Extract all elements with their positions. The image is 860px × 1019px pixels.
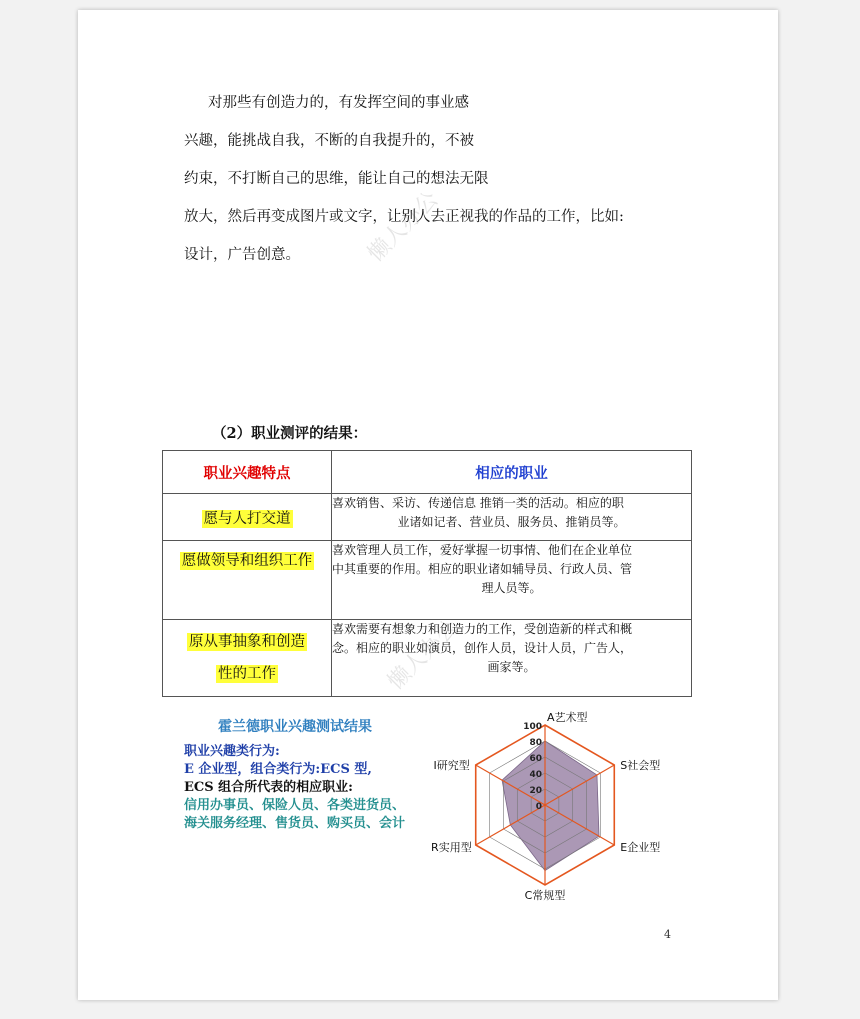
intro-line: 兴趣，能挑战自我，不断的自我提升的，不被	[184, 133, 474, 149]
section-title: （2）职业测评的结果：	[212, 425, 368, 442]
table-row	[163, 494, 692, 541]
desc-cell	[332, 494, 692, 541]
intro-line: 约束，不打断自己的思维，能让自己的想法无限	[184, 171, 489, 187]
radar-category-label: S社会型	[620, 759, 661, 772]
radar-category-label: C常规型	[524, 889, 566, 902]
radar-tick-label: 0	[535, 802, 542, 812]
trait-cell	[163, 541, 332, 620]
radar-tick-label: 40	[529, 770, 542, 780]
watermark: 懒人办公	[383, 614, 464, 695]
holland-line: 职业兴趣类行为:	[184, 744, 280, 759]
radar-category-label: R实用型	[431, 841, 472, 854]
holland-summary	[184, 743, 405, 833]
desc-line: 业诸如记者、营业员、服务员、推销员等。	[397, 515, 626, 529]
intro-paragraph	[184, 90, 744, 280]
radar-category-label: E企业型	[620, 841, 661, 854]
holland-line: E 企业型，组合类行为:ECS 型,	[184, 762, 372, 777]
trait-cell	[163, 494, 332, 541]
holland-title: 霍兰德职业兴趣测试结果	[218, 719, 372, 735]
desc-line: 喜欢管理人员工作，爱好掌握一切事情、他们在企业单位	[332, 543, 633, 557]
desc-line: 理人员等。	[481, 581, 542, 595]
table-row	[163, 620, 692, 697]
desc-cell	[332, 541, 692, 620]
trait-text: 性的工作	[218, 666, 276, 682]
radar-category-label: I研究型	[433, 759, 470, 772]
career-table	[162, 450, 692, 697]
desc-line: 画家等。	[487, 660, 536, 674]
radar-tick-label: 60	[529, 754, 542, 764]
intro-line: 放大，然后再变成图片或文字，让别人去正视我的作品的工作，比如:	[184, 209, 624, 225]
trait-text: 愿与人打交道	[203, 510, 291, 527]
intro-line: 设计，广告创意。	[184, 247, 300, 263]
page-number: 4	[664, 928, 671, 941]
radar-category-label: A艺术型	[547, 711, 588, 724]
desc-line: 喜欢需要有想象力和创造力的工作，受创造新的样式和概	[332, 622, 633, 636]
table-header-trait: 职业兴趣特点	[163, 451, 332, 494]
holland-line: 海关服务经理、售货员、购买员、会计	[184, 816, 406, 831]
watermark: 懒人办公	[363, 186, 444, 267]
radar-tick-label: 100	[523, 722, 542, 732]
table-header-career: 相应的职业	[332, 451, 692, 494]
trait-text: 原从事抽象和创造	[189, 634, 305, 650]
desc-line: 中其重要的作用。相应的职业诸如辅导员、行政人员、管	[332, 562, 633, 576]
holland-radar-chart	[418, 705, 668, 902]
radar-tick-label: 20	[529, 786, 542, 796]
trait-cell	[163, 620, 332, 697]
desc-line: 喜欢销售、采访、传递信息 推销一类的活动。相应的职	[332, 496, 624, 510]
holland-line: ECS 组合所代表的相应职业:	[184, 780, 353, 795]
document-page	[78, 10, 778, 1000]
desc-cell	[332, 620, 692, 697]
table-header-row	[163, 451, 692, 494]
table-row	[163, 541, 692, 620]
desc-line: 念。相应的职业如演员，创作人员，设计人员，广告人，	[332, 641, 633, 655]
holland-line: 信用办事员、保险人员、各类进货员、	[184, 798, 406, 813]
trait-text: 愿做领导和组织工作	[181, 553, 313, 569]
intro-line: 对那些有创造力的，有发挥空间的事业感	[208, 95, 469, 111]
radar-tick-label: 80	[529, 738, 542, 748]
